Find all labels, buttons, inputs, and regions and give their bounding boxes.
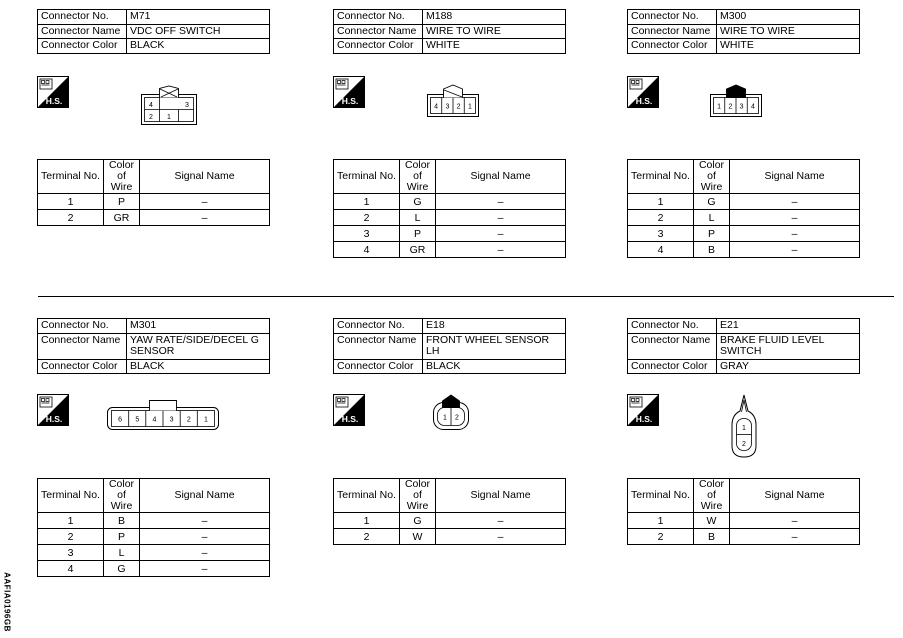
- connector-name-label: Connector Name: [38, 24, 127, 39]
- wire-color-header: Color of Wire: [400, 160, 436, 194]
- connector-block-e21: [627, 318, 861, 548]
- wire-color: GR: [400, 242, 436, 258]
- signal-name: –: [730, 242, 860, 258]
- wire-color: B: [104, 513, 140, 529]
- connector-no-label: Connector No.: [334, 10, 423, 25]
- terminal-no-header: Terminal No.: [628, 479, 694, 513]
- connector-block-m300: [627, 9, 861, 269]
- pin-label: 1: [443, 414, 447, 422]
- connector-name-label: Connector Name: [628, 24, 717, 39]
- wire-color: B: [694, 242, 730, 258]
- terminal-table: [37, 159, 270, 226]
- wire-color: P: [400, 226, 436, 242]
- connector-info-table: [627, 9, 860, 54]
- pin-label: 3: [445, 103, 450, 111]
- signal-name: –: [730, 513, 860, 529]
- connector-name-label: Connector Name: [628, 333, 717, 359]
- wire-color: G: [694, 194, 730, 210]
- connector-info-table: [37, 9, 270, 54]
- pin-label: 1: [742, 425, 746, 432]
- signal-name: –: [140, 545, 270, 561]
- terminal-no: 4: [38, 561, 104, 577]
- wire-color-header: Color of Wire: [400, 479, 436, 513]
- terminal-no-header: Terminal No.: [334, 160, 400, 194]
- pin-label: 2: [742, 441, 746, 448]
- connector-no-value: M71: [127, 10, 270, 25]
- connector-block-m188: [333, 9, 567, 269]
- connector-no-row: [334, 319, 566, 334]
- harness-side-icon: [37, 394, 69, 426]
- signal-name: –: [436, 242, 566, 258]
- connector-face-e18: [432, 393, 470, 431]
- pin-label: 2: [455, 414, 459, 422]
- wire-color-header: Color of Wire: [104, 479, 140, 513]
- connector-color-row: [628, 39, 860, 54]
- terminal-row: [38, 529, 270, 545]
- signal-name: –: [730, 226, 860, 242]
- connector-name-value: VDC OFF SWITCH: [127, 24, 270, 39]
- signal-name-header: Signal Name: [730, 479, 860, 513]
- connector-color-value: WHITE: [423, 39, 566, 54]
- connector-color-value: GRAY: [717, 359, 860, 374]
- reference-code-text: AAFIA0196GB: [2, 572, 12, 632]
- terminal-row: [334, 242, 566, 258]
- terminal-no: 4: [334, 242, 400, 258]
- connector-color-value: WHITE: [717, 39, 860, 54]
- section-divider: [38, 296, 894, 297]
- harness-side-icon: [333, 394, 365, 426]
- connector-no-value: E21: [717, 319, 860, 334]
- wire-color: P: [694, 226, 730, 242]
- signal-name: –: [140, 513, 270, 529]
- connector-name-row: [628, 333, 860, 359]
- signal-name-header: Signal Name: [436, 160, 566, 194]
- terminal-table: [37, 478, 270, 577]
- figure-reference-code: [0, 574, 14, 630]
- connector-name-row: [38, 333, 270, 359]
- wire-color-header: Color of Wire: [694, 160, 730, 194]
- wire-color-header: Color of Wire: [104, 160, 140, 194]
- terminal-header-row: [38, 479, 270, 513]
- terminal-table: [333, 478, 566, 545]
- connector-name-row: [628, 24, 860, 39]
- connector-color-row: [38, 39, 270, 54]
- signal-name-header: Signal Name: [140, 160, 270, 194]
- connector-color-value: BLACK: [127, 359, 270, 374]
- signal-name: –: [140, 529, 270, 545]
- connector-color-label: Connector Color: [628, 39, 717, 54]
- connector-face-m188: [427, 84, 479, 118]
- pin-label: 1: [203, 416, 208, 424]
- wire-color: B: [694, 529, 730, 545]
- connector-no-label: Connector No.: [628, 10, 717, 25]
- connector-name-label: Connector Name: [334, 333, 423, 359]
- connector-no-row: [628, 319, 860, 334]
- terminal-row: [334, 513, 566, 529]
- pin-label: 4: [750, 103, 755, 111]
- terminal-no: 1: [334, 513, 400, 529]
- signal-name: –: [436, 226, 566, 242]
- connector-info-table: [333, 318, 566, 374]
- connector-name-value: WIRE TO WIRE: [717, 24, 860, 39]
- signal-name-header: Signal Name: [730, 160, 860, 194]
- terminal-header-row: [334, 160, 566, 194]
- terminal-no: 2: [628, 210, 694, 226]
- terminal-no: 1: [334, 194, 400, 210]
- connector-face-m300: [710, 84, 762, 118]
- connector-no-row: [628, 10, 860, 25]
- terminal-header-row: [38, 160, 270, 194]
- connector-color-row: [334, 359, 566, 374]
- terminal-row: [334, 226, 566, 242]
- connector-block-e18: [333, 318, 567, 548]
- terminal-header-row: [628, 479, 860, 513]
- connector-name-row: [334, 24, 566, 39]
- connector-no-value: M301: [127, 319, 270, 334]
- connector-info-table: [37, 318, 270, 374]
- signal-name: –: [436, 513, 566, 529]
- terminal-row: [38, 561, 270, 577]
- signal-name: –: [436, 210, 566, 226]
- terminal-no-header: Terminal No.: [38, 160, 104, 194]
- terminal-row: [628, 513, 860, 529]
- harness-side-icon: [333, 76, 365, 108]
- terminal-row: [334, 194, 566, 210]
- wire-color: G: [400, 513, 436, 529]
- pin-label: 5: [135, 416, 140, 424]
- terminal-no-header: Terminal No.: [38, 479, 104, 513]
- connector-name-row: [334, 333, 566, 359]
- terminal-no: 1: [38, 513, 104, 529]
- terminal-no: 3: [38, 545, 104, 561]
- connector-face-e21: [731, 394, 757, 458]
- pin-label: 2: [728, 103, 733, 111]
- connector-no-value: M300: [717, 10, 860, 25]
- terminal-no: 2: [334, 529, 400, 545]
- wire-color: G: [400, 194, 436, 210]
- signal-name: –: [730, 529, 860, 545]
- connector-block-m71: [37, 9, 271, 234]
- harness-side-icon: [627, 76, 659, 108]
- terminal-no-header: Terminal No.: [334, 479, 400, 513]
- wire-color: P: [104, 529, 140, 545]
- terminal-no: 3: [334, 226, 400, 242]
- wire-color: L: [400, 210, 436, 226]
- pin-label: 3: [185, 102, 189, 109]
- wire-color: W: [400, 529, 436, 545]
- hs-label: H.S.: [45, 414, 63, 424]
- harness-side-icon: [627, 394, 659, 426]
- connector-color-label: Connector Color: [38, 39, 127, 54]
- connector-name-value: BRAKE FLUID LEVEL SWITCH: [717, 333, 860, 359]
- pin-label: 1: [467, 103, 472, 111]
- terminal-row: [628, 194, 860, 210]
- signal-name-header: Signal Name: [140, 479, 270, 513]
- terminal-no: 2: [628, 529, 694, 545]
- wire-color-header: Color of Wire: [694, 479, 730, 513]
- terminal-row: [38, 210, 270, 226]
- connector-info-table: [333, 9, 566, 54]
- connector-color-label: Connector Color: [334, 39, 423, 54]
- terminal-no: 2: [334, 210, 400, 226]
- connector-no-value: M188: [423, 10, 566, 25]
- terminal-row: [628, 242, 860, 258]
- pin-label: 4: [149, 102, 153, 109]
- connector-color-value: BLACK: [423, 359, 566, 374]
- connector-color-row: [628, 359, 860, 374]
- pin-label: 3: [169, 416, 174, 424]
- connector-no-value: E18: [423, 319, 566, 334]
- pin-label: 2: [456, 103, 461, 111]
- hs-label: H.S.: [341, 96, 359, 106]
- wire-color: P: [104, 194, 140, 210]
- signal-name: –: [140, 210, 270, 226]
- connector-color-label: Connector Color: [38, 359, 127, 374]
- terminal-row: [38, 545, 270, 561]
- connector-color-label: Connector Color: [334, 359, 423, 374]
- connector-color-row: [38, 359, 270, 374]
- wire-color: GR: [104, 210, 140, 226]
- hs-label: H.S.: [635, 96, 653, 106]
- connector-face-m71: [141, 85, 197, 125]
- terminal-no: 1: [38, 194, 104, 210]
- signal-name-header: Signal Name: [436, 479, 566, 513]
- connector-no-label: Connector No.: [334, 319, 423, 334]
- connector-no-label: Connector No.: [38, 10, 127, 25]
- wire-color: W: [694, 513, 730, 529]
- connector-name-row: [38, 24, 270, 39]
- terminal-no: 1: [628, 194, 694, 210]
- terminal-row: [334, 210, 566, 226]
- connector-color-label: Connector Color: [628, 359, 717, 374]
- terminal-table: [627, 159, 860, 258]
- signal-name: –: [436, 529, 566, 545]
- harness-side-icon: [37, 76, 69, 108]
- wire-color: L: [694, 210, 730, 226]
- pin-label: 6: [118, 416, 123, 424]
- terminal-no: 4: [628, 242, 694, 258]
- connector-no-label: Connector No.: [38, 319, 127, 334]
- connector-no-row: [334, 10, 566, 25]
- connector-name-value: FRONT WHEEL SENSOR LH: [423, 333, 566, 359]
- connector-info-table: [627, 318, 860, 374]
- pin-label: 4: [434, 103, 439, 111]
- connector-name-value: YAW RATE/SIDE/DECEL G SENSOR: [127, 333, 270, 359]
- terminal-row: [628, 226, 860, 242]
- connector-face-m301: [107, 399, 219, 431]
- terminal-header-row: [334, 479, 566, 513]
- terminal-no: 1: [628, 513, 694, 529]
- hs-label: H.S.: [341, 414, 359, 424]
- terminal-header-row: [628, 160, 860, 194]
- connector-color-row: [334, 39, 566, 54]
- pin-label: 3: [739, 103, 744, 111]
- connector-color-value: BLACK: [127, 39, 270, 54]
- wire-color: G: [104, 561, 140, 577]
- connector-no-label: Connector No.: [628, 319, 717, 334]
- terminal-table: [627, 478, 860, 545]
- pin-label: 2: [186, 416, 191, 424]
- terminal-no: 2: [38, 529, 104, 545]
- terminal-row: [628, 210, 860, 226]
- pin-label: 1: [717, 103, 722, 111]
- terminal-no: 3: [628, 226, 694, 242]
- connector-no-row: [38, 319, 270, 334]
- terminal-row: [38, 194, 270, 210]
- terminal-row: [38, 513, 270, 529]
- signal-name: –: [140, 561, 270, 577]
- connector-no-row: [38, 10, 270, 25]
- terminal-no: 2: [38, 210, 104, 226]
- connector-block-m301: [37, 318, 271, 580]
- connector-name-label: Connector Name: [334, 24, 423, 39]
- wire-color: L: [104, 545, 140, 561]
- terminal-table: [333, 159, 566, 258]
- connector-name-value: WIRE TO WIRE: [423, 24, 566, 39]
- terminal-no-header: Terminal No.: [628, 160, 694, 194]
- pin-label: 1: [167, 114, 171, 121]
- connector-name-label: Connector Name: [38, 333, 127, 359]
- terminal-row: [628, 529, 860, 545]
- signal-name: –: [730, 210, 860, 226]
- signal-name: –: [730, 194, 860, 210]
- pin-label: 4: [152, 416, 157, 424]
- signal-name: –: [140, 194, 270, 210]
- signal-name: –: [436, 194, 566, 210]
- hs-label: H.S.: [45, 96, 63, 106]
- hs-label: H.S.: [635, 414, 653, 424]
- terminal-row: [334, 529, 566, 545]
- pin-label: 2: [149, 114, 153, 121]
